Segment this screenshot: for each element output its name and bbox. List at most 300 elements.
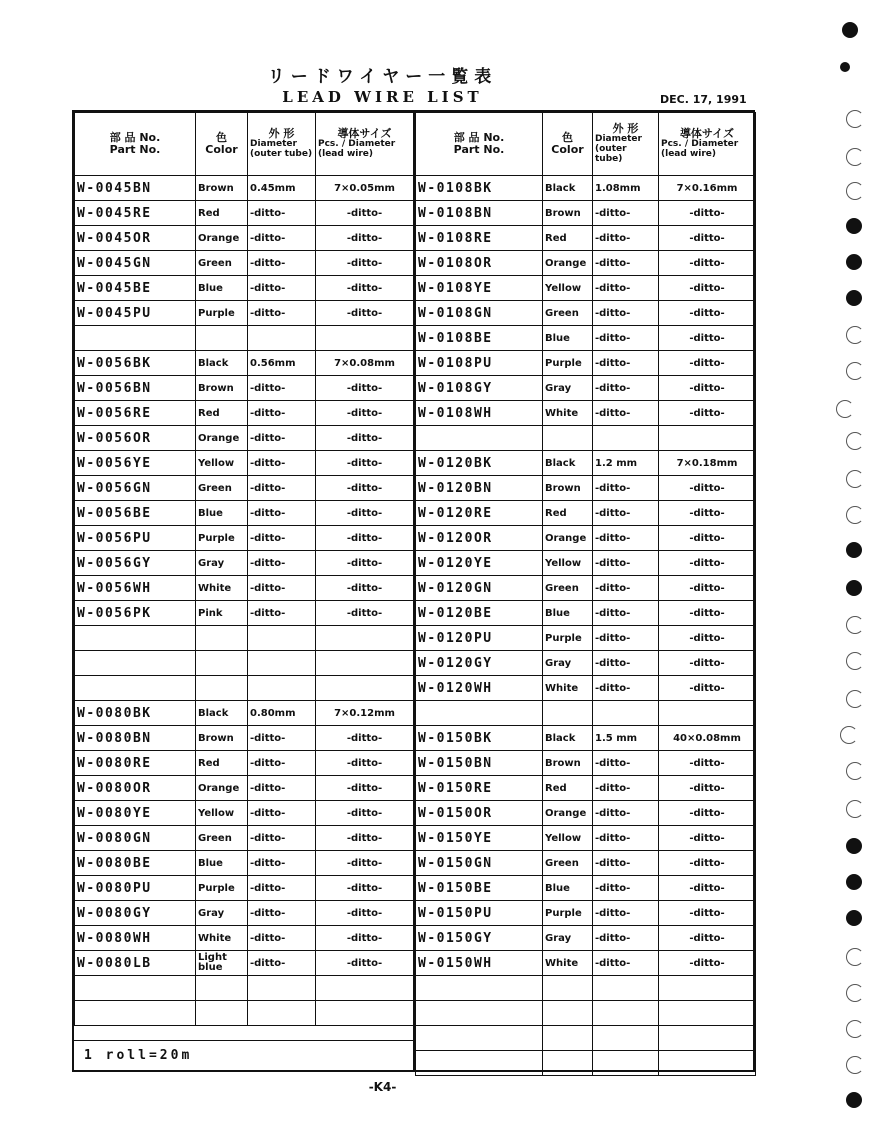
header-diameter xyxy=(248,113,316,176)
lead-size-cell: -ditto- xyxy=(659,951,756,976)
part-number-cell xyxy=(416,976,543,1001)
color-cell: Blue xyxy=(196,851,248,876)
part-number-cell xyxy=(75,626,196,651)
diameter-cell: -ditto- xyxy=(248,526,316,551)
table-row xyxy=(75,701,414,726)
part-number-cell: W-0150RE xyxy=(416,776,543,801)
table-header-row xyxy=(416,113,756,176)
part-number-cell: W-0150OR xyxy=(416,801,543,826)
diameter-cell: -ditto- xyxy=(593,801,659,826)
lead-size-cell: -ditto- xyxy=(316,576,414,601)
empty-row xyxy=(416,1001,756,1026)
diameter-cell: -ditto- xyxy=(593,851,659,876)
header-lead-size xyxy=(659,113,756,176)
color-cell: Green xyxy=(543,576,593,601)
diameter-cell: -ditto- xyxy=(593,226,659,251)
part-number-cell xyxy=(416,1001,543,1026)
diameter-cell: 1.2 mm xyxy=(593,451,659,476)
lead-size-cell: -ditto- xyxy=(659,751,756,776)
diameter-cell: -ditto- xyxy=(248,276,316,301)
part-number-cell: W-0120YE xyxy=(416,551,543,576)
color-cell: Black xyxy=(543,726,593,751)
lead-size-cell: -ditto- xyxy=(316,876,414,901)
color-cell: Purple xyxy=(196,876,248,901)
binding-hole-mark xyxy=(846,1020,864,1038)
lead-size-cell: -ditto- xyxy=(659,901,756,926)
diameter-cell xyxy=(248,326,316,351)
document-date: DEC. 17, 1991 xyxy=(660,93,747,106)
table-row xyxy=(75,926,414,951)
diameter-cell: -ditto- xyxy=(593,626,659,651)
color-cell: Blue xyxy=(543,876,593,901)
table-row xyxy=(75,226,414,251)
table-row xyxy=(75,501,414,526)
part-number-cell: W-0120WH xyxy=(416,676,543,701)
color-cell: White xyxy=(543,951,593,976)
binding-hole-mark xyxy=(846,910,862,926)
lead-size-cell: -ditto- xyxy=(659,801,756,826)
diameter-cell: -ditto- xyxy=(593,551,659,576)
table-row xyxy=(416,576,756,601)
part-number-cell: W-0080LB xyxy=(75,951,196,976)
lead-size-cell: -ditto- xyxy=(316,451,414,476)
table-row xyxy=(75,401,414,426)
page-title-jp: リードワイヤー一覧表 xyxy=(267,67,498,87)
diameter-cell: -ditto- xyxy=(593,301,659,326)
table-row xyxy=(75,776,414,801)
table-row xyxy=(75,426,414,451)
diameter-cell: -ditto- xyxy=(593,201,659,226)
color-cell: Purple xyxy=(196,526,248,551)
lead-size-cell: -ditto- xyxy=(659,926,756,951)
diameter-cell xyxy=(593,1001,659,1026)
table-row xyxy=(75,476,414,501)
left-table-half xyxy=(74,112,415,1070)
part-number-cell: W-0108WH xyxy=(416,401,543,426)
color-cell: Brown xyxy=(543,751,593,776)
color-cell: Red xyxy=(196,401,248,426)
color-cell: Blue xyxy=(196,276,248,301)
diameter-cell: -ditto- xyxy=(593,926,659,951)
diameter-cell: -ditto- xyxy=(593,351,659,376)
lead-size-cell xyxy=(316,651,414,676)
table-row xyxy=(416,551,756,576)
binding-hole-mark xyxy=(840,62,850,72)
binding-hole-mark xyxy=(846,432,864,450)
table-row xyxy=(75,526,414,551)
diameter-cell: -ditto- xyxy=(248,376,316,401)
binding-hole-mark xyxy=(846,542,862,558)
color-cell: Red xyxy=(543,776,593,801)
lead-size-cell: -ditto- xyxy=(659,201,756,226)
diameter-cell: -ditto- xyxy=(593,601,659,626)
table-row xyxy=(75,876,414,901)
color-cell: White xyxy=(196,576,248,601)
part-number-cell: W-0056OR xyxy=(75,426,196,451)
table-row xyxy=(75,201,414,226)
color-cell: Purple xyxy=(543,626,593,651)
header-dia-en: Diameter (outer tube) xyxy=(250,139,313,159)
lead-size-cell: -ditto- xyxy=(316,751,414,776)
binding-hole-mark xyxy=(846,148,864,166)
lead-size-cell: 40×0.08mm xyxy=(659,726,756,751)
color-cell xyxy=(543,701,593,726)
header-color xyxy=(196,113,248,176)
header-color-jp: 色 xyxy=(216,131,227,144)
binding-hole-mark xyxy=(846,838,862,854)
part-number-cell: W-0150GN xyxy=(416,851,543,876)
diameter-cell: -ditto- xyxy=(248,451,316,476)
binding-hole-mark xyxy=(846,580,862,596)
part-number-cell: W-0120OR xyxy=(416,526,543,551)
diameter-cell: -ditto- xyxy=(248,951,316,976)
color-cell: Orange xyxy=(196,226,248,251)
table-row xyxy=(416,601,756,626)
part-number-cell: W-0056YE xyxy=(75,451,196,476)
binding-hole-mark xyxy=(840,726,858,744)
header-part-en: Part No. xyxy=(109,143,161,156)
header-diameter xyxy=(593,113,659,176)
table-row xyxy=(416,501,756,526)
part-number-cell: W-0056BK xyxy=(75,351,196,376)
part-number-cell: W-0108PU xyxy=(416,351,543,376)
part-number-cell: W-0120RE xyxy=(416,501,543,526)
left-table xyxy=(74,112,414,1026)
empty-row xyxy=(416,976,756,1001)
lead-size-cell: -ditto- xyxy=(316,826,414,851)
table-row xyxy=(416,726,756,751)
table-row xyxy=(416,351,756,376)
diameter-cell: -ditto- xyxy=(593,576,659,601)
header-part-no xyxy=(416,113,543,176)
part-number-cell: W-0080RE xyxy=(75,751,196,776)
part-number-cell: W-0045GN xyxy=(75,251,196,276)
color-cell xyxy=(543,1001,593,1026)
diameter-cell xyxy=(593,701,659,726)
table-row xyxy=(75,801,414,826)
lead-size-cell: -ditto- xyxy=(316,601,414,626)
color-cell: Yellow xyxy=(196,451,248,476)
table-row xyxy=(416,776,756,801)
color-cell: Yellow xyxy=(196,801,248,826)
diameter-cell: -ditto- xyxy=(593,401,659,426)
part-number-cell xyxy=(75,676,196,701)
diameter-cell: -ditto- xyxy=(593,776,659,801)
diameter-cell: -ditto- xyxy=(248,601,316,626)
diameter-cell: 1.08mm xyxy=(593,176,659,201)
binding-hole-mark xyxy=(846,616,864,634)
table-row xyxy=(75,901,414,926)
lead-size-cell: -ditto- xyxy=(316,726,414,751)
part-number-cell: W-0120PU xyxy=(416,626,543,651)
table-row xyxy=(416,326,756,351)
diameter-cell: -ditto- xyxy=(248,226,316,251)
lead-size-cell: -ditto- xyxy=(659,276,756,301)
lead-size-cell: -ditto- xyxy=(659,401,756,426)
part-number-cell: W-0056BN xyxy=(75,376,196,401)
empty-row xyxy=(75,676,414,701)
part-number-cell: W-0120GY xyxy=(416,651,543,676)
diameter-cell: -ditto- xyxy=(248,801,316,826)
color-cell: Brown xyxy=(196,376,248,401)
lead-size-cell: 7×0.05mm xyxy=(316,176,414,201)
diameter-cell: -ditto- xyxy=(248,576,316,601)
part-number-cell: W-0150BE xyxy=(416,876,543,901)
table-row xyxy=(416,226,756,251)
color-cell: Yellow xyxy=(543,551,593,576)
lead-size-cell: -ditto- xyxy=(659,326,756,351)
color-cell xyxy=(543,1051,593,1076)
part-number-cell: W-0108BK xyxy=(416,176,543,201)
diameter-cell: -ditto- xyxy=(593,276,659,301)
header-part-jp: 部 品 No. xyxy=(453,131,505,144)
part-number-cell xyxy=(75,1001,196,1026)
lead-size-cell: -ditto- xyxy=(316,901,414,926)
empty-row xyxy=(75,326,414,351)
lead-size-cell xyxy=(659,1001,756,1026)
color-cell: Brown xyxy=(196,726,248,751)
color-cell: Purple xyxy=(543,901,593,926)
part-number-cell xyxy=(416,1051,543,1076)
part-number-cell: W-0080BN xyxy=(75,726,196,751)
part-number-cell: W-0120GN xyxy=(416,576,543,601)
color-cell: Orange xyxy=(543,251,593,276)
lead-size-cell: -ditto- xyxy=(316,526,414,551)
part-number-cell xyxy=(75,976,196,1001)
binding-hole-mark xyxy=(846,652,864,670)
lead-size-cell: -ditto- xyxy=(316,476,414,501)
diameter-cell xyxy=(248,626,316,651)
color-cell: Black xyxy=(196,701,248,726)
lead-size-cell: -ditto- xyxy=(316,301,414,326)
color-cell: Black xyxy=(196,351,248,376)
part-number-cell: W-0108GY xyxy=(416,376,543,401)
lead-size-cell: -ditto- xyxy=(659,301,756,326)
diameter-cell: -ditto- xyxy=(248,876,316,901)
table-row xyxy=(416,751,756,776)
diameter-cell: -ditto- xyxy=(248,301,316,326)
table-row xyxy=(416,651,756,676)
lead-size-cell xyxy=(659,1026,756,1051)
lead-size-cell: -ditto- xyxy=(659,676,756,701)
lead-size-cell: -ditto- xyxy=(316,926,414,951)
color-cell: Blue xyxy=(196,501,248,526)
lead-size-cell: -ditto- xyxy=(316,251,414,276)
color-cell: Green xyxy=(196,826,248,851)
part-number-cell: W-0108BN xyxy=(416,201,543,226)
color-cell: Orange xyxy=(196,776,248,801)
part-number-cell: W-0056RE xyxy=(75,401,196,426)
binding-hole-mark xyxy=(846,874,862,890)
binding-hole-mark xyxy=(846,290,862,306)
header-color-en: Color xyxy=(205,143,238,156)
diameter-cell: 0.56mm xyxy=(248,351,316,376)
binding-hole-mark xyxy=(846,470,864,488)
lead-size-cell: -ditto- xyxy=(659,476,756,501)
lead-size-cell xyxy=(316,1001,414,1026)
lead-size-cell: -ditto- xyxy=(659,851,756,876)
color-cell: Green xyxy=(196,251,248,276)
table-row xyxy=(416,451,756,476)
binding-hole-mark xyxy=(846,948,864,966)
table-row xyxy=(416,251,756,276)
binding-hole-mark xyxy=(846,110,864,128)
diameter-cell: -ditto- xyxy=(248,476,316,501)
part-number-cell: W-0080GN xyxy=(75,826,196,851)
color-cell: Red xyxy=(196,751,248,776)
color-cell xyxy=(543,426,593,451)
diameter-cell: -ditto- xyxy=(593,376,659,401)
color-cell: Blue xyxy=(543,601,593,626)
color-cell: Gray xyxy=(196,901,248,926)
part-number-cell: W-0056BE xyxy=(75,501,196,526)
lead-size-cell: -ditto- xyxy=(659,526,756,551)
part-number-cell: W-0120BE xyxy=(416,601,543,626)
table-row xyxy=(416,676,756,701)
lead-size-cell: -ditto- xyxy=(659,501,756,526)
diameter-cell xyxy=(593,426,659,451)
table-row xyxy=(75,351,414,376)
table-row xyxy=(416,301,756,326)
color-cell: Green xyxy=(543,851,593,876)
empty-row xyxy=(75,626,414,651)
part-number-cell: W-0108YE xyxy=(416,276,543,301)
header-lead-size xyxy=(316,113,414,176)
diameter-cell: -ditto- xyxy=(248,751,316,776)
page-title-en: LEAD WIRE LIST xyxy=(282,88,483,106)
color-cell: Pink xyxy=(196,601,248,626)
lead-size-cell: -ditto- xyxy=(316,426,414,451)
diameter-cell: -ditto- xyxy=(248,901,316,926)
table-row xyxy=(75,276,414,301)
diameter-cell: -ditto- xyxy=(248,401,316,426)
diameter-cell: -ditto- xyxy=(593,526,659,551)
diameter-cell: -ditto- xyxy=(593,326,659,351)
diameter-cell: -ditto- xyxy=(593,476,659,501)
lead-size-cell: 7×0.16mm xyxy=(659,176,756,201)
table-row xyxy=(416,876,756,901)
lead-size-cell xyxy=(659,976,756,1001)
part-number-cell: W-0150PU xyxy=(416,901,543,926)
diameter-cell: -ditto- xyxy=(593,951,659,976)
color-cell: Gray xyxy=(543,926,593,951)
empty-row xyxy=(75,1001,414,1026)
color-cell: Purple xyxy=(543,351,593,376)
diameter-cell: -ditto- xyxy=(248,251,316,276)
table-row xyxy=(416,276,756,301)
right-table-half xyxy=(415,112,756,1070)
header-color-en: Color xyxy=(551,143,584,156)
diameter-cell: -ditto- xyxy=(248,726,316,751)
empty-row xyxy=(75,976,414,1001)
table-row xyxy=(75,551,414,576)
table-row xyxy=(75,726,414,751)
lead-size-cell: -ditto- xyxy=(659,551,756,576)
lead-size-cell: -ditto- xyxy=(659,826,756,851)
empty-row xyxy=(75,651,414,676)
table-row xyxy=(75,851,414,876)
header-part-jp: 部 品 No. xyxy=(109,131,161,144)
empty-row xyxy=(416,1051,756,1076)
part-number-cell: W-0150WH xyxy=(416,951,543,976)
color-cell xyxy=(543,1026,593,1051)
part-number-cell: W-0080BE xyxy=(75,851,196,876)
diameter-cell: -ditto- xyxy=(248,426,316,451)
part-number-cell: W-0045PU xyxy=(75,301,196,326)
part-number-cell: W-0080OR xyxy=(75,776,196,801)
binding-hole-mark xyxy=(846,254,862,270)
diameter-cell xyxy=(593,976,659,1001)
diameter-cell: -ditto- xyxy=(593,501,659,526)
part-number-cell: W-0108RE xyxy=(416,226,543,251)
diameter-cell: -ditto- xyxy=(248,926,316,951)
lead-size-cell: -ditto- xyxy=(659,601,756,626)
lead-size-cell: -ditto- xyxy=(316,201,414,226)
part-number-cell: W-0108OR xyxy=(416,251,543,276)
part-number-cell xyxy=(416,426,543,451)
diameter-cell: 0.45mm xyxy=(248,176,316,201)
binding-hole-mark xyxy=(846,690,864,708)
diameter-cell xyxy=(593,1051,659,1076)
lead-size-cell: -ditto- xyxy=(316,276,414,301)
header-dia-jp: 外 形 xyxy=(612,122,639,135)
lead-size-cell: -ditto- xyxy=(659,351,756,376)
lead-size-cell: -ditto- xyxy=(659,376,756,401)
binding-hole-mark xyxy=(836,400,854,418)
table-row xyxy=(416,851,756,876)
color-cell: Brown xyxy=(543,201,593,226)
color-cell xyxy=(196,976,248,1001)
table-row xyxy=(416,626,756,651)
part-number-cell xyxy=(416,701,543,726)
lead-size-cell xyxy=(659,426,756,451)
binding-hole-mark xyxy=(846,1056,864,1074)
lead-size-cell: -ditto- xyxy=(316,951,414,976)
lead-size-cell: -ditto- xyxy=(659,776,756,801)
lead-size-cell: 7×0.12mm xyxy=(316,701,414,726)
binding-hole-mark xyxy=(846,218,862,234)
part-number-cell: W-0108GN xyxy=(416,301,543,326)
color-cell: Brown xyxy=(196,176,248,201)
binding-hole-mark xyxy=(846,362,864,380)
lead-size-cell: -ditto- xyxy=(316,226,414,251)
table-row xyxy=(75,301,414,326)
lead-size-cell: -ditto- xyxy=(659,626,756,651)
header-part-en: Part No. xyxy=(453,143,505,156)
part-number-cell xyxy=(75,326,196,351)
lead-size-cell xyxy=(316,676,414,701)
diameter-cell: -ditto- xyxy=(248,501,316,526)
color-cell: Light blue xyxy=(196,951,248,976)
lead-size-cell: -ditto- xyxy=(316,401,414,426)
table-row xyxy=(416,401,756,426)
lead-size-cell: -ditto- xyxy=(659,651,756,676)
color-cell: White xyxy=(543,676,593,701)
diameter-cell: -ditto- xyxy=(593,651,659,676)
diameter-cell xyxy=(248,1001,316,1026)
table-row xyxy=(75,751,414,776)
color-cell xyxy=(196,1001,248,1026)
binding-hole-mark xyxy=(842,22,858,38)
lead-wire-table xyxy=(72,110,755,1072)
diameter-cell: -ditto- xyxy=(593,901,659,926)
part-number-cell: W-0080BK xyxy=(75,701,196,726)
part-number-cell: W-0056GN xyxy=(75,476,196,501)
header-lead-en: Pcs. / Diameter (lead wire) xyxy=(661,139,739,159)
table-row xyxy=(75,451,414,476)
lead-size-cell: -ditto- xyxy=(316,776,414,801)
color-cell: White xyxy=(196,926,248,951)
